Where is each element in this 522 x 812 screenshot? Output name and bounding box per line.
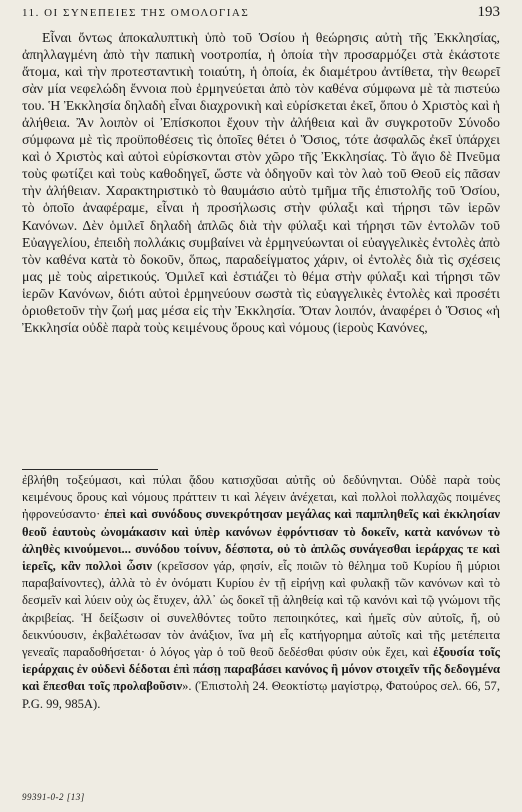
page-header xyxy=(22,4,500,26)
footnote-citation: ». (Ἐπιστολὴ 24. Θεοκτίστῳ μαγίστρῳ, Φατούρος σελ. 66, 57, P.G. 99, 985A). xyxy=(22,679,500,711)
printer-signature: 99391-0-2 [13] xyxy=(22,792,85,802)
footnote-text-plain: ἐβλήθη τοξεύμασι, καὶ πύλαι ᾅδου κατισχῦσαι αὐτῆς οὐ δεδύνηνται. Οὐδὲ παρὰ τοὺς κειμένους ὅρους καὶ νόμους πράττειν τι καὶ λέγειν ἀνέχεται, καὶ πολλοὶ πολλαχῶς ποιμένες ἠφρονεύσαντο· xyxy=(22,473,500,522)
page-number: 193 xyxy=(477,4,500,20)
footnote-text-plain: (κρεῖσσον γάρ, φησίν, εἷς ποιῶν τὸ θέλημα τοῦ Κυρίου ἢ μύριοι παραβαίνοντες), ἀλλὰ τὸ ἐν ὀνόματι Κυρίου ἐν τῇ εἰρήνῃ καὶ φυλακῇ τῶν κανόνων καὶ τὸ δεσμεῖν καὶ λύειν οὐχ ὡς ἔτυχεν, ἀλλ᾽ ὡς δοκεῖ τῇ ἀληθείᾳ καὶ τῷ κανόνι καὶ τῷ γνώμονι τῆς ἀκριβείας. Ἡ δείξωσιν οἱ συνελθόντες τοῦτο πεποιηκότες, καὶ ἡμεῖς σὺν αὐτοῖς, ἤ, οὐ δεικνύουσιν, ἐκβαλέτωσαν τὸν ἀνάξιον, ἵνα μὴ εἷς κατήγορημα αὐτοῖς καὶ τῆς μετέπειτα γενεαῖς παραδοθήσεται· ὁ λόγος γὰρ ὁ τοῦ θεοῦ δεδέσθαι φύσιν οὐκ ἔχει, καὶ xyxy=(22,559,500,660)
footnote-text-bold: ἐπεὶ καὶ συνόδους συνεκρότησαν μεγάλας καὶ παμπληθεῖς καὶ ἐκκλησίαν θεοῦ ἑαυτοὺς ὠνομάκασιν καὶ ὑπὲρ κανόνων ἐφρόντισαν τὸ δοκεῖν, κατὰ κανόνων τὸ ἀληθὲς κινούμενοι... συνόδου τοίνυν, δέσποτα, οὐ τὸ ἁπλῶς συνάγεσθαι ἱεράρχας τε καὶ ἱερεῖς, κἂν πολλοὶ ὦσιν xyxy=(22,507,500,574)
running-head: 11. ΟΙ ΣΥΝΕΠΕΙΕΣ ΤΗΣ ΟΜΟΛΟΓΙΑΣ xyxy=(22,7,250,19)
footnote xyxy=(22,472,500,713)
footnote-separator xyxy=(22,469,158,470)
body-paragraph: Εἶναι ὄντως ἀποκαλυπτικὴ ὑπὸ τοῦ Ὁσίου ἡ θεώρησις αὐτὴ τῆς Ἐκκλησίας, ἀπηλλαγμένη ἀπὸ τὴν παπικὴ νοοτροπία, ἡ ὁποία τὴν προσαρμόζει στὰ ἑκάστοτε ἄτομα, καὶ τὴν προτεσταντικὴ τοιαύτη, ἡ ὁποία, ἐκ διαμέτρου ἀντίθετα, τὴν θεωρεῖ σὰν μία νεφελώδη ἔννοια ποὺ ἑρμηνεύεται ἀπὸ τὸν καθένα σύμφωνα μὲ τὰ πιστεύω του. Ἡ Ἐκκλησία δηλαδὴ εἶναι διαχρονικὴ καὶ εὑρίσκεται ἐκεῖ, ὅπου ὁ Χριστὸς καὶ ἡ ἀλήθεια. Ἂν λοιπὸν οἱ Ἐπίσκοποι ἔχουν τὴν ἀλήθεια καὶ ἂν συγκροτοῦν Σύνοδο σύμφωνα μὲ τὶς προϋποθέσεις τὶς ὁποῖες θέτει ὁ Ὅσιος, τότε ἀσφαλῶς ἐκεῖ ὑπάρχει καὶ ὁ Χριστὸς καὶ αὐτοὶ εὑρίσκονται στὸν χῶρο τῆς Ἐκκλησίας. Τὸ ἅγιο δὲ Πνεῦμα τοὺς φωτίζει καὶ τοὺς καθοδηγεῖ, ὥστε νὰ ὁδηγοῦν καὶ τὸν λαὸ τοῦ Θεοῦ εἰς πᾶσαν τὴν ἀλήθειαν. Χαρακτηριστικὸ τὸ θαυμάσιο αὐτὸ τμῆμα τῆς ἐπιστολῆς τοῦ Ὁσίου, τὸ ὁποῖο ἀναφέραμε, εἶναι ἡ προσήλωσις στὴν φύλαξι καὶ τήρησι τῶν ἱερῶν Κανόνων. Δὲν ὁμιλεῖ δηλαδὴ ἁπλῶς διὰ τὴν φύλαξι καὶ τήρησι τῶν ἐντολῶν τοῦ Εὐαγγελίου, ἐπειδὴ πολλάκις συμβαίνει νὰ ἑρμηνεύωνται οἱ εὐαγγελικὲς ἐντολὲς ἀπὸ τὸν καθένα κατὰ τὸ δοκοῦν, ὅπως, παραδείγματος χάριν, οἱ ἐντολὲς διὰ τὶς σχέσεις μας μὲ τοὺς αἱρετικούς. Ὁμιλεῖ καὶ ἑστιάζει τὸ θέμα στὴν φύλαξι καὶ τήρησι τῶν ἱερῶν Κανόνων, διότι αὐτοὶ ἑρμηνεύουν σωστὰ τὶς εὐαγγελικὲς ἐντολὲς καὶ προσέτι ὀριοθετοῦν τὴν ζωή μας μέσα εἰς τὴν Ἐκκλησία. Ὅταν λοιπόν, ἀναφέρει ὁ Ὅσιος «ἡ Ἐκκλησία οὐδὲ παρὰ τοὺς κειμένους ὅρους καὶ νόμους (ἱεροὺς Κανόνες, xyxy=(22,31,500,336)
footnote-text-bold: ἐξουσία τοῖς ἱεράρχαις ἐν οὐδενὶ δέδοται ἐπὶ πάσῃ παραβάσει κανόνος ἢ μόνον στοιχεῖν τῆς δεδογμένα καὶ ἕπεσθαι τοῖς προλαβοῦσιν xyxy=(22,645,500,694)
